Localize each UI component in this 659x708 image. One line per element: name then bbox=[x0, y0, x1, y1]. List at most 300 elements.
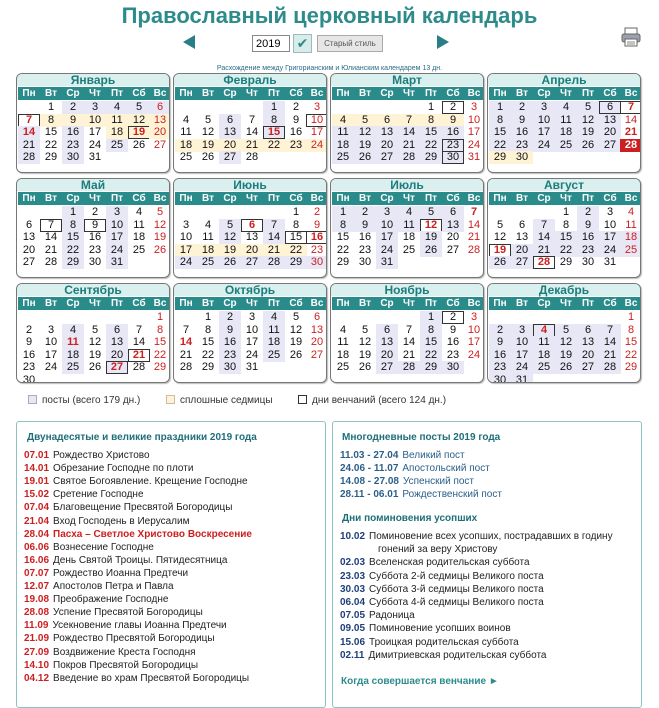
day-cell[interactable]: 22 bbox=[44, 138, 58, 151]
day-cell[interactable]: 11 bbox=[533, 336, 555, 349]
day-cell[interactable]: 27 bbox=[577, 361, 599, 374]
day-cell[interactable]: 14 bbox=[179, 336, 193, 349]
day-cell[interactable]: 20 bbox=[149, 126, 170, 139]
day-cell[interactable]: 7 bbox=[620, 101, 641, 114]
day-cell[interactable]: 3 bbox=[106, 206, 128, 219]
day-cell[interactable]: 10 bbox=[376, 219, 398, 232]
day-cell[interactable]: 26 bbox=[201, 151, 215, 164]
day-cell[interactable]: 6 bbox=[376, 324, 398, 337]
day-cell[interactable]: 4 bbox=[182, 113, 190, 126]
day-cell[interactable]: 29 bbox=[420, 361, 442, 374]
day-cell[interactable]: 24 bbox=[511, 361, 533, 374]
day-cell[interactable]: 24 bbox=[467, 138, 481, 151]
day-cell[interactable]: 25 bbox=[263, 349, 285, 362]
day-cell[interactable]: 31 bbox=[467, 151, 481, 164]
day-cell[interactable]: 4 bbox=[339, 323, 347, 336]
day-cell[interactable]: 28 bbox=[533, 256, 555, 269]
day-cell[interactable]: 16 bbox=[577, 231, 599, 244]
day-cell[interactable]: 4 bbox=[106, 101, 128, 114]
day-cell[interactable]: 23 bbox=[511, 139, 533, 152]
day-cell[interactable]: 18 bbox=[62, 349, 84, 362]
day-cell[interactable]: 29 bbox=[285, 256, 307, 269]
day-cell[interactable]: 20 bbox=[376, 139, 398, 152]
day-cell[interactable]: 23 bbox=[219, 349, 241, 362]
day-cell[interactable]: 15 bbox=[201, 336, 215, 349]
day-cell[interactable]: 30 bbox=[511, 151, 533, 164]
day-cell[interactable]: 9 bbox=[25, 336, 33, 349]
day-cell[interactable]: 29 bbox=[44, 151, 58, 164]
day-cell[interactable]: 16 bbox=[289, 126, 303, 139]
day-cell[interactable]: 31 bbox=[245, 361, 259, 374]
day-cell[interactable]: 12 bbox=[354, 126, 376, 139]
day-cell[interactable]: 25 bbox=[132, 243, 146, 256]
day-cell[interactable]: 19 bbox=[577, 126, 599, 139]
day-cell[interactable]: 13 bbox=[310, 323, 324, 336]
day-cell[interactable]: 11 bbox=[332, 126, 354, 139]
day-cell[interactable]: 28 bbox=[132, 361, 146, 374]
day-cell[interactable]: 25 bbox=[620, 244, 641, 257]
day-cell[interactable]: 14 bbox=[402, 336, 416, 349]
day-cell[interactable]: 10 bbox=[603, 218, 617, 231]
day-cell[interactable]: 28 bbox=[467, 243, 481, 256]
day-cell[interactable]: 9 bbox=[511, 114, 533, 127]
day-cell[interactable]: 9 bbox=[577, 219, 599, 232]
day-cell[interactable]: 19 bbox=[289, 336, 303, 349]
day-cell[interactable]: 10 bbox=[306, 114, 327, 127]
day-cell[interactable]: 18 bbox=[132, 231, 146, 244]
day-cell[interactable]: 22 bbox=[153, 348, 167, 361]
day-cell[interactable]: 1 bbox=[263, 101, 285, 114]
day-cell[interactable]: 13 bbox=[149, 114, 170, 127]
day-cell[interactable]: 3 bbox=[248, 311, 256, 323]
day-cell[interactable]: 21 bbox=[599, 349, 621, 362]
day-cell[interactable]: 2 bbox=[489, 324, 511, 337]
day-cell[interactable]: 30 bbox=[489, 374, 511, 383]
day-cell[interactable]: 3 bbox=[47, 323, 55, 336]
prev-year-arrow-icon[interactable] bbox=[183, 35, 195, 49]
day-cell[interactable]: 16 bbox=[306, 231, 327, 244]
day-cell[interactable]: 6 bbox=[106, 324, 128, 337]
day-cell[interactable]: 24 bbox=[88, 138, 102, 151]
day-cell[interactable]: 11 bbox=[133, 218, 145, 231]
day-cell[interactable]: 22 bbox=[285, 244, 307, 257]
day-cell[interactable]: 28 bbox=[245, 151, 259, 164]
day-cell[interactable]: 28 bbox=[18, 151, 40, 164]
day-cell[interactable]: 12 bbox=[555, 336, 577, 349]
day-cell[interactable]: 20 bbox=[106, 349, 128, 362]
day-cell[interactable]: 27 bbox=[310, 348, 324, 361]
day-cell[interactable]: 11 bbox=[263, 324, 285, 337]
day-cell[interactable]: 6 bbox=[241, 219, 263, 232]
day-cell[interactable]: 28 bbox=[44, 256, 58, 269]
day-cell[interactable]: 16 bbox=[446, 336, 460, 349]
day-cell[interactable]: 23 bbox=[442, 139, 464, 152]
day-cell[interactable]: 8 bbox=[562, 218, 570, 231]
day-cell[interactable]: 19 bbox=[489, 244, 511, 257]
day-cell[interactable]: 19 bbox=[420, 231, 442, 244]
day-cell[interactable]: 9 bbox=[489, 336, 511, 349]
day-cell[interactable]: 15 bbox=[62, 231, 84, 244]
day-cell[interactable]: 20 bbox=[577, 349, 599, 362]
day-cell[interactable]: 9 bbox=[62, 114, 84, 127]
day-cell[interactable]: 18 bbox=[402, 231, 416, 244]
day-cell[interactable]: 21 bbox=[467, 231, 481, 244]
day-cell[interactable]: 15 bbox=[44, 126, 58, 139]
day-cell[interactable]: 24 bbox=[306, 139, 327, 152]
day-cell[interactable]: 29 bbox=[624, 361, 638, 374]
day-cell[interactable]: 2 bbox=[219, 311, 241, 324]
day-cell[interactable]: 13 bbox=[376, 126, 398, 139]
day-cell[interactable]: 15 bbox=[624, 336, 638, 349]
day-cell[interactable]: 5 bbox=[555, 324, 577, 337]
day-cell[interactable]: 1 bbox=[292, 206, 300, 218]
day-cell[interactable]: 24 bbox=[533, 139, 555, 152]
day-cell[interactable]: 23 bbox=[358, 243, 372, 256]
day-cell[interactable]: 26 bbox=[354, 151, 376, 164]
day-cell[interactable]: 10 bbox=[533, 114, 555, 127]
day-cell[interactable]: 22 bbox=[555, 244, 577, 257]
day-cell[interactable]: 21 bbox=[398, 139, 420, 152]
day-cell[interactable]: 10 bbox=[106, 219, 128, 232]
day-cell[interactable]: 29 bbox=[62, 256, 84, 269]
day-cell[interactable]: 21 bbox=[179, 348, 193, 361]
day-cell[interactable]: 21 bbox=[128, 349, 150, 362]
day-cell[interactable]: 8 bbox=[420, 114, 442, 127]
day-cell[interactable]: 26 bbox=[153, 243, 167, 256]
day-cell[interactable]: 31 bbox=[511, 374, 533, 383]
old-style-button[interactable]: Старый стиль bbox=[317, 35, 383, 52]
day-cell[interactable]: 13 bbox=[599, 114, 621, 127]
day-cell[interactable]: 25 bbox=[533, 361, 555, 374]
day-cell[interactable]: 22 bbox=[420, 349, 442, 362]
day-cell[interactable]: 2 bbox=[442, 311, 464, 324]
day-cell[interactable]: 20 bbox=[446, 231, 460, 244]
day-cell[interactable]: 10 bbox=[467, 113, 481, 126]
day-cell[interactable]: 12 bbox=[219, 231, 241, 244]
day-cell[interactable]: 6 bbox=[599, 101, 621, 114]
day-cell[interactable]: 14 bbox=[18, 126, 40, 139]
day-cell[interactable]: 8 bbox=[292, 218, 300, 231]
day-cell[interactable]: 5 bbox=[577, 101, 599, 114]
day-cell[interactable]: 24 bbox=[106, 244, 128, 257]
day-cell[interactable]: 13 bbox=[22, 231, 36, 244]
day-cell[interactable]: 7 bbox=[135, 323, 143, 336]
day-cell[interactable]: 26 bbox=[132, 138, 146, 151]
day-cell[interactable]: 18 bbox=[197, 244, 219, 257]
day-cell[interactable]: 9 bbox=[84, 219, 106, 232]
day-cell[interactable]: 23 bbox=[577, 244, 599, 257]
day-cell[interactable]: 3 bbox=[182, 218, 190, 231]
day-cell[interactable]: 18 bbox=[332, 139, 354, 152]
day-cell[interactable]: 13 bbox=[442, 219, 464, 232]
day-cell[interactable]: 30 bbox=[358, 256, 372, 269]
day-cell[interactable]: 16 bbox=[358, 231, 372, 244]
day-cell[interactable]: 21 bbox=[402, 348, 416, 361]
day-cell[interactable]: 3 bbox=[533, 101, 555, 114]
day-cell[interactable]: 20 bbox=[310, 336, 324, 349]
day-cell[interactable]: 1 bbox=[627, 311, 635, 323]
day-cell[interactable]: 11 bbox=[337, 336, 349, 349]
day-cell[interactable]: 1 bbox=[156, 311, 164, 323]
day-cell[interactable]: 2 bbox=[25, 323, 33, 336]
day-cell[interactable]: 13 bbox=[106, 336, 128, 349]
day-cell[interactable]: 2 bbox=[577, 206, 599, 219]
day-cell[interactable]: 11 bbox=[555, 114, 577, 127]
day-cell[interactable]: 30 bbox=[442, 151, 464, 164]
day-cell[interactable]: 27 bbox=[376, 151, 398, 164]
day-cell[interactable]: 6 bbox=[577, 324, 599, 337]
day-cell[interactable]: 16 bbox=[219, 336, 241, 349]
day-cell[interactable]: 1 bbox=[427, 101, 435, 113]
day-cell[interactable]: 6 bbox=[313, 311, 321, 323]
day-cell[interactable]: 16 bbox=[489, 349, 511, 362]
day-cell[interactable]: 28 bbox=[599, 361, 621, 374]
day-cell[interactable]: 29 bbox=[559, 256, 573, 269]
day-cell[interactable]: 27 bbox=[106, 361, 128, 374]
day-cell[interactable]: 7 bbox=[599, 324, 621, 337]
day-cell[interactable]: 19 bbox=[555, 349, 577, 362]
day-cell[interactable]: 2 bbox=[91, 206, 99, 218]
day-cell[interactable]: 23 bbox=[285, 139, 307, 152]
day-cell[interactable]: 25 bbox=[106, 139, 128, 152]
day-cell[interactable]: 27 bbox=[219, 151, 241, 164]
day-cell[interactable]: 30 bbox=[219, 361, 241, 374]
day-cell[interactable]: 15 bbox=[420, 336, 442, 349]
day-cell[interactable]: 19 bbox=[219, 244, 241, 257]
day-cell[interactable]: 14 bbox=[44, 231, 58, 244]
day-cell[interactable]: 14 bbox=[624, 113, 638, 126]
go-button[interactable] bbox=[293, 34, 312, 53]
day-cell[interactable]: 3 bbox=[470, 311, 478, 323]
day-cell[interactable]: 12 bbox=[577, 114, 599, 127]
day-cell[interactable]: 3 bbox=[606, 206, 614, 218]
day-cell[interactable]: 4 bbox=[204, 218, 212, 231]
day-cell[interactable]: 22 bbox=[263, 139, 285, 152]
day-cell[interactable]: 17 bbox=[599, 231, 621, 244]
day-cell[interactable]: 17 bbox=[467, 336, 481, 349]
day-cell[interactable]: 3 bbox=[313, 101, 321, 113]
year-input[interactable] bbox=[252, 35, 290, 52]
day-cell[interactable]: 20 bbox=[599, 126, 621, 139]
day-cell[interactable]: 5 bbox=[204, 113, 212, 126]
day-cell[interactable]: 4 bbox=[398, 206, 420, 219]
day-cell[interactable]: 2 bbox=[442, 101, 464, 114]
day-cell[interactable]: 13 bbox=[376, 336, 398, 349]
day-cell[interactable]: 1 bbox=[332, 206, 354, 219]
day-cell[interactable]: 28 bbox=[398, 361, 420, 374]
day-cell[interactable]: 2 bbox=[62, 101, 84, 114]
day-cell[interactable]: 18 bbox=[263, 336, 285, 349]
day-cell[interactable]: 10 bbox=[44, 336, 58, 349]
day-cell[interactable]: 8 bbox=[62, 219, 84, 232]
day-cell[interactable]: 8 bbox=[156, 323, 164, 336]
day-cell[interactable]: 22 bbox=[201, 348, 215, 361]
day-cell[interactable]: 13 bbox=[219, 126, 241, 139]
day-cell[interactable]: 15 bbox=[285, 231, 307, 244]
day-cell[interactable]: 30 bbox=[62, 151, 84, 164]
day-cell[interactable]: 12 bbox=[420, 219, 442, 232]
day-cell[interactable]: 5 bbox=[219, 219, 241, 232]
day-cell[interactable]: 17 bbox=[511, 349, 533, 362]
day-cell[interactable]: 18 bbox=[555, 126, 577, 139]
day-cell[interactable]: 6 bbox=[25, 218, 33, 231]
day-cell[interactable]: 27 bbox=[599, 139, 621, 152]
day-cell[interactable]: 22 bbox=[420, 139, 442, 152]
day-cell[interactable]: 1 bbox=[204, 311, 212, 323]
day-cell[interactable]: 6 bbox=[219, 114, 241, 127]
day-cell[interactable]: 3 bbox=[84, 101, 106, 114]
day-cell[interactable]: 30 bbox=[581, 256, 595, 269]
day-cell[interactable]: 17 bbox=[533, 126, 555, 139]
day-cell[interactable]: 27 bbox=[376, 361, 398, 374]
day-cell[interactable]: 17 bbox=[310, 126, 324, 139]
day-cell[interactable]: 26 bbox=[358, 361, 372, 374]
day-cell[interactable]: 16 bbox=[62, 126, 84, 139]
day-cell[interactable]: 19 bbox=[153, 231, 167, 244]
day-cell[interactable]: 26 bbox=[420, 244, 442, 257]
day-cell[interactable]: 23 bbox=[310, 243, 324, 256]
day-cell[interactable]: 5 bbox=[156, 206, 164, 218]
day-cell[interactable]: 17 bbox=[88, 126, 102, 139]
day-cell[interactable]: 6 bbox=[442, 206, 464, 219]
day-cell[interactable]: 18 bbox=[106, 126, 128, 139]
day-cell[interactable]: 4 bbox=[263, 311, 285, 324]
day-cell[interactable]: 26 bbox=[88, 361, 102, 374]
day-cell[interactable]: 17 bbox=[175, 244, 197, 257]
day-cell[interactable]: 20 bbox=[241, 244, 263, 257]
day-cell[interactable]: 17 bbox=[376, 231, 398, 244]
day-cell[interactable]: 8 bbox=[332, 219, 354, 232]
printer-icon[interactable] bbox=[620, 26, 642, 48]
day-cell[interactable]: 7 bbox=[533, 219, 555, 232]
day-cell[interactable]: 31 bbox=[376, 256, 398, 269]
day-cell[interactable]: 17 bbox=[245, 336, 259, 349]
day-cell[interactable]: 27 bbox=[511, 256, 533, 269]
day-cell[interactable]: 22 bbox=[489, 139, 511, 152]
day-cell[interactable]: 27 bbox=[446, 243, 460, 256]
day-cell[interactable]: 18 bbox=[175, 139, 197, 152]
day-cell[interactable]: 30 bbox=[88, 256, 102, 269]
day-cell[interactable]: 2 bbox=[354, 206, 376, 219]
day-cell[interactable]: 26 bbox=[289, 348, 303, 361]
day-cell[interactable]: 3 bbox=[376, 206, 398, 219]
day-cell[interactable]: 12 bbox=[493, 231, 507, 244]
day-cell[interactable]: 6 bbox=[376, 114, 398, 127]
day-cell[interactable]: 10 bbox=[84, 114, 106, 127]
day-cell[interactable]: 15 bbox=[489, 126, 511, 139]
day-cell[interactable]: 5 bbox=[361, 323, 369, 336]
day-cell[interactable]: 8 bbox=[627, 323, 635, 336]
day-cell[interactable]: 7 bbox=[18, 114, 40, 127]
day-cell[interactable]: 16 bbox=[22, 348, 36, 361]
day-cell[interactable]: 8 bbox=[263, 114, 285, 127]
next-year-arrow-icon[interactable] bbox=[437, 35, 449, 49]
day-cell[interactable]: 8 bbox=[40, 114, 62, 127]
day-cell[interactable]: 21 bbox=[18, 139, 40, 152]
day-cell[interactable]: 11 bbox=[106, 114, 128, 127]
day-cell[interactable]: 14 bbox=[263, 231, 285, 244]
day-cell[interactable]: 19 bbox=[128, 126, 150, 139]
day-cell[interactable]: 23 bbox=[446, 348, 460, 361]
day-cell[interactable]: 7 bbox=[470, 206, 478, 218]
day-cell[interactable]: 29 bbox=[336, 256, 350, 269]
day-cell[interactable]: 3 bbox=[511, 324, 533, 337]
day-cell[interactable]: 16 bbox=[442, 126, 464, 139]
day-cell[interactable]: 4 bbox=[135, 206, 143, 218]
day-cell[interactable]: 8 bbox=[489, 114, 511, 127]
day-cell[interactable]: 2 bbox=[313, 206, 321, 218]
day-cell[interactable]: 5 bbox=[354, 114, 376, 127]
day-cell[interactable]: 11 bbox=[62, 336, 84, 349]
day-cell[interactable]: 24 bbox=[175, 256, 197, 269]
day-cell[interactable]: 24 bbox=[376, 244, 398, 257]
day-cell[interactable]: 23 bbox=[62, 139, 84, 152]
day-cell[interactable]: 25 bbox=[197, 256, 219, 269]
day-cell[interactable]: 21 bbox=[263, 244, 285, 257]
day-cell[interactable]: 14 bbox=[467, 218, 481, 231]
day-cell[interactable]: 27 bbox=[241, 256, 263, 269]
day-cell[interactable]: 5 bbox=[292, 311, 300, 323]
day-cell[interactable]: 25 bbox=[332, 151, 354, 164]
day-cell[interactable]: 25 bbox=[402, 243, 416, 256]
day-cell[interactable]: 25 bbox=[336, 361, 350, 374]
day-cell[interactable]: 5 bbox=[128, 101, 150, 114]
day-cell[interactable]: 19 bbox=[197, 139, 219, 152]
day-cell[interactable]: 27 bbox=[153, 138, 167, 151]
day-cell[interactable]: 31 bbox=[106, 256, 128, 269]
day-cell[interactable]: 4 bbox=[62, 324, 84, 337]
day-cell[interactable]: 31 bbox=[88, 151, 102, 164]
day-cell[interactable]: 17 bbox=[467, 126, 481, 139]
day-cell[interactable]: 24 bbox=[467, 348, 481, 361]
day-cell[interactable]: 22 bbox=[624, 348, 638, 361]
day-cell[interactable]: 22 bbox=[336, 243, 350, 256]
day-cell[interactable]: 7 bbox=[398, 114, 420, 127]
day-cell[interactable]: 19 bbox=[354, 139, 376, 152]
day-cell[interactable]: 28 bbox=[398, 151, 420, 164]
day-cell[interactable]: 27 bbox=[22, 256, 36, 269]
day-cell[interactable]: 6 bbox=[518, 218, 526, 231]
day-cell[interactable]: 14 bbox=[599, 336, 621, 349]
day-cell[interactable]: 14 bbox=[245, 126, 259, 139]
day-cell[interactable]: 18 bbox=[336, 348, 350, 361]
day-cell[interactable]: 9 bbox=[449, 323, 457, 336]
day-cell[interactable]: 13 bbox=[245, 231, 259, 244]
day-cell[interactable]: 10 bbox=[467, 323, 481, 336]
day-cell[interactable]: 14 bbox=[132, 336, 146, 349]
day-cell[interactable]: 14 bbox=[398, 126, 420, 139]
day-cell[interactable]: 19 bbox=[358, 348, 372, 361]
day-cell[interactable]: 15 bbox=[153, 336, 167, 349]
day-cell[interactable]: 25 bbox=[179, 151, 193, 164]
day-cell[interactable]: 29 bbox=[153, 361, 167, 374]
day-cell[interactable]: 28 bbox=[620, 139, 641, 152]
day-cell[interactable]: 26 bbox=[489, 256, 511, 269]
day-cell[interactable]: 1 bbox=[562, 206, 570, 218]
day-cell[interactable]: 1 bbox=[62, 206, 84, 219]
day-cell[interactable]: 17 bbox=[44, 348, 58, 361]
day-cell[interactable]: 7 bbox=[248, 113, 256, 126]
day-cell[interactable]: 18 bbox=[533, 349, 555, 362]
day-cell[interactable]: 11 bbox=[180, 126, 192, 139]
day-cell[interactable]: 5 bbox=[420, 206, 442, 219]
day-cell[interactable]: 7 bbox=[40, 219, 62, 232]
day-cell[interactable]: 8 bbox=[420, 324, 442, 337]
day-cell[interactable]: 13 bbox=[515, 231, 529, 244]
day-cell[interactable]: 16 bbox=[88, 231, 102, 244]
day-cell[interactable]: 26 bbox=[577, 139, 599, 152]
day-cell[interactable]: 25 bbox=[62, 361, 84, 374]
